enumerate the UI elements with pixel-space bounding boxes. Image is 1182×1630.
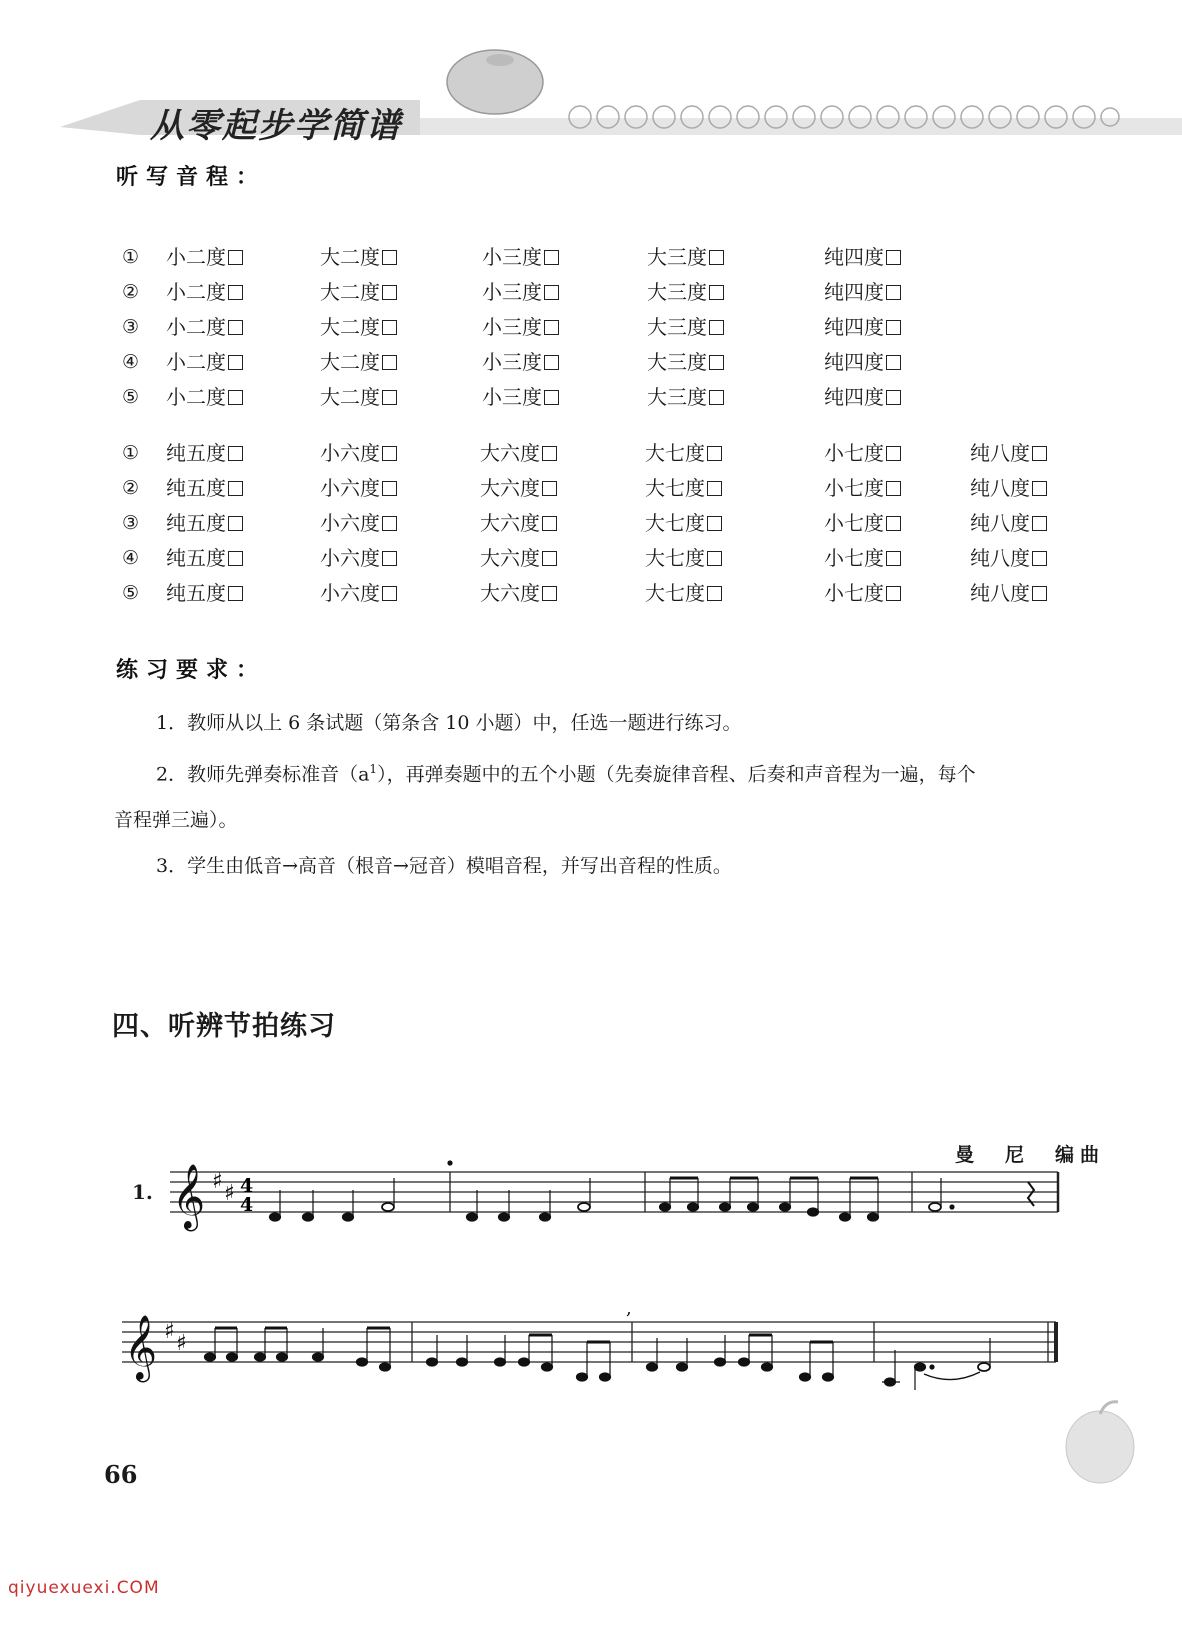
requirement-1: 1．教师从以上 6 条试题（第条含 10 小题）中，任选一题进行练习。 xyxy=(156,712,742,734)
dictation-heading: 听写音程： xyxy=(116,165,267,190)
interval-label: 大七度 xyxy=(645,581,705,605)
answer-checkbox[interactable] xyxy=(886,516,901,531)
interval-label: 小七度 xyxy=(824,441,884,465)
answer-checkbox[interactable] xyxy=(886,285,901,300)
header-banner xyxy=(0,0,1182,150)
row-number: ① xyxy=(122,246,140,268)
interval-label: 大七度 xyxy=(645,441,705,465)
answer-checkbox[interactable] xyxy=(382,355,397,370)
interval-label: 大三度 xyxy=(647,385,707,409)
interval-option xyxy=(166,440,243,466)
interval-option xyxy=(645,545,722,571)
requirements-list xyxy=(114,700,1104,889)
answer-checkbox[interactable] xyxy=(544,320,559,335)
row-number: ④ xyxy=(122,547,140,569)
site-watermark: qiyuexuexi.COM xyxy=(8,1578,160,1598)
interval-label: 纯四度 xyxy=(824,350,884,374)
interval-row xyxy=(122,314,1122,349)
interval-option xyxy=(320,475,397,501)
answer-checkbox[interactable] xyxy=(228,481,243,496)
interval-option xyxy=(824,580,901,606)
answer-checkbox[interactable] xyxy=(886,446,901,461)
time-sig-top: 4 xyxy=(240,1175,254,1197)
interval-label: 大六度 xyxy=(480,476,540,500)
answer-checkbox[interactable] xyxy=(1032,551,1047,566)
time-sig-bottom: 4 xyxy=(240,1194,254,1216)
interval-option xyxy=(645,440,722,466)
interval-label: 大六度 xyxy=(480,511,540,535)
row-number: ② xyxy=(122,281,140,303)
answer-checkbox[interactable] xyxy=(886,586,901,601)
interval-option xyxy=(166,279,243,305)
interval-option xyxy=(166,545,243,571)
interval-grid-2 xyxy=(122,440,1122,615)
answer-checkbox[interactable] xyxy=(1032,446,1047,461)
interval-label: 大七度 xyxy=(645,476,705,500)
interval-label: 纯五度 xyxy=(166,511,226,535)
interval-row xyxy=(122,545,1122,580)
interval-option xyxy=(482,244,559,270)
interval-option xyxy=(647,349,724,375)
interval-option xyxy=(647,279,724,305)
interval-option xyxy=(166,475,243,501)
answer-checkbox[interactable] xyxy=(886,320,901,335)
answer-checkbox[interactable] xyxy=(1032,481,1047,496)
interval-label: 小二度 xyxy=(166,245,226,269)
interval-option xyxy=(480,580,557,606)
interval-label: 小二度 xyxy=(166,280,226,304)
interval-option xyxy=(320,384,397,410)
answer-checkbox[interactable] xyxy=(542,516,557,531)
row-number: ⑤ xyxy=(122,582,140,604)
interval-option xyxy=(480,475,557,501)
answer-checkbox[interactable] xyxy=(382,285,397,300)
interval-option xyxy=(824,349,901,375)
interval-option xyxy=(320,440,397,466)
interval-label: 小二度 xyxy=(166,350,226,374)
answer-checkbox[interactable] xyxy=(228,320,243,335)
interval-option xyxy=(970,580,1047,606)
row-number: ② xyxy=(122,477,140,499)
interval-option xyxy=(647,244,724,270)
interval-label: 大二度 xyxy=(320,280,380,304)
interval-option xyxy=(645,510,722,536)
interval-row xyxy=(122,580,1122,615)
requirement-2-continued: 音程弹三遍）。 xyxy=(114,809,238,832)
interval-option xyxy=(645,475,722,501)
interval-option xyxy=(166,244,243,270)
answer-checkbox[interactable] xyxy=(382,551,397,566)
answer-checkbox[interactable] xyxy=(542,551,557,566)
staff-2-notes xyxy=(205,1300,991,1390)
apple-decoration-icon xyxy=(1052,1392,1142,1492)
interval-label: 纯五度 xyxy=(166,546,226,570)
interval-option xyxy=(824,510,901,536)
interval-label: 纯四度 xyxy=(824,280,884,304)
interval-option xyxy=(480,545,557,571)
answer-checkbox[interactable] xyxy=(228,285,243,300)
interval-label: 大七度 xyxy=(645,546,705,570)
row-number: ④ xyxy=(122,351,140,373)
treble-clef-icon: 𝄞 xyxy=(172,1164,206,1229)
answer-checkbox[interactable] xyxy=(886,551,901,566)
interval-label: 大三度 xyxy=(647,245,707,269)
interval-label: 大三度 xyxy=(647,350,707,374)
interval-option xyxy=(320,349,397,375)
answer-checkbox[interactable] xyxy=(228,516,243,531)
answer-checkbox[interactable] xyxy=(1032,586,1047,601)
answer-checkbox[interactable] xyxy=(542,481,557,496)
interval-option xyxy=(482,384,559,410)
interval-label: 纯八度 xyxy=(970,511,1030,535)
interval-label: 纯五度 xyxy=(166,581,226,605)
answer-checkbox[interactable] xyxy=(228,390,243,405)
interval-option xyxy=(166,314,243,340)
interval-row xyxy=(122,244,1122,279)
row-number: ③ xyxy=(122,316,140,338)
interval-label: 大二度 xyxy=(320,350,380,374)
interval-label: 小三度 xyxy=(482,385,542,409)
row-number: ① xyxy=(122,442,140,464)
interval-label: 小六度 xyxy=(320,511,380,535)
interval-label: 小二度 xyxy=(166,315,226,339)
interval-option xyxy=(166,384,243,410)
answer-checkbox[interactable] xyxy=(709,390,724,405)
music-staff-2 xyxy=(112,1300,1072,1390)
interval-label: 纯四度 xyxy=(824,315,884,339)
interval-label: 纯四度 xyxy=(824,245,884,269)
interval-option xyxy=(647,314,724,340)
interval-label: 小七度 xyxy=(824,511,884,535)
interval-label: 大二度 xyxy=(320,245,380,269)
answer-checkbox[interactable] xyxy=(544,250,559,265)
interval-label: 小三度 xyxy=(482,245,542,269)
answer-checkbox[interactable] xyxy=(382,250,397,265)
interval-option xyxy=(970,510,1047,536)
answer-checkbox[interactable] xyxy=(228,551,243,566)
page-number: 66 xyxy=(104,1460,138,1489)
interval-label: 纯四度 xyxy=(824,385,884,409)
answer-checkbox[interactable] xyxy=(382,516,397,531)
interval-option xyxy=(970,545,1047,571)
interval-label: 大二度 xyxy=(320,385,380,409)
requirements-heading: 练习要求： xyxy=(116,658,267,683)
interval-option xyxy=(824,475,901,501)
interval-label: 小七度 xyxy=(824,581,884,605)
answer-checkbox[interactable] xyxy=(544,285,559,300)
interval-option xyxy=(482,314,559,340)
answer-checkbox[interactable] xyxy=(707,481,722,496)
interval-label: 大六度 xyxy=(480,546,540,570)
interval-option xyxy=(482,349,559,375)
interval-option xyxy=(320,314,397,340)
interval-option xyxy=(480,440,557,466)
section-title: 四、听辨节拍练习 xyxy=(112,1011,336,1042)
interval-option xyxy=(320,545,397,571)
answer-checkbox[interactable] xyxy=(886,390,901,405)
interval-label: 小七度 xyxy=(824,546,884,570)
interval-label: 小二度 xyxy=(166,385,226,409)
interval-row xyxy=(122,475,1122,510)
requirement-3: 3．学生由低音→高音（根音→冠音）模唱音程，并写出音程的性质。 xyxy=(156,855,732,878)
answer-checkbox[interactable] xyxy=(228,586,243,601)
answer-checkbox[interactable] xyxy=(707,551,722,566)
interval-option xyxy=(970,440,1047,466)
answer-checkbox[interactable] xyxy=(382,446,397,461)
interval-option xyxy=(166,349,243,375)
interval-option xyxy=(320,279,397,305)
answer-checkbox[interactable] xyxy=(707,446,722,461)
requirement-2: 2．教师先弹奏标准音$(a^1)$，再弹奏题中的五个小题（先奏旋律音程、后奏和声音程为一遍，每个 xyxy=(156,762,976,786)
answer-checkbox[interactable] xyxy=(542,586,557,601)
composer-credit: 曼 尼 编曲 xyxy=(955,1144,1106,1166)
interval-option xyxy=(824,314,901,340)
interval-label: 纯八度 xyxy=(970,476,1030,500)
interval-option xyxy=(320,510,397,536)
interval-label: 纯八度 xyxy=(970,441,1030,465)
book-title: 从零起步学简谱 xyxy=(150,106,402,146)
answer-checkbox[interactable] xyxy=(709,250,724,265)
interval-option xyxy=(824,279,901,305)
answer-checkbox[interactable] xyxy=(228,355,243,370)
answer-checkbox[interactable] xyxy=(886,481,901,496)
answer-checkbox[interactable] xyxy=(544,390,559,405)
answer-checkbox[interactable] xyxy=(709,355,724,370)
interval-option xyxy=(824,440,901,466)
sharp-f-icon: ♯ xyxy=(164,1319,175,1344)
answer-checkbox[interactable] xyxy=(542,446,557,461)
interval-option xyxy=(320,580,397,606)
sharp-c-icon: ♯ xyxy=(224,1181,235,1206)
answer-checkbox[interactable] xyxy=(382,481,397,496)
answer-checkbox[interactable] xyxy=(382,390,397,405)
interval-label: 纯五度 xyxy=(166,441,226,465)
treble-clef-icon: 𝄞 xyxy=(124,1315,158,1380)
interval-label: 大三度 xyxy=(647,315,707,339)
interval-grid-1 xyxy=(122,244,1122,419)
answer-checkbox[interactable] xyxy=(382,586,397,601)
interval-option xyxy=(166,580,243,606)
interval-label: 大二度 xyxy=(320,315,380,339)
sharp-f-icon: ♯ xyxy=(212,1169,223,1194)
interval-option xyxy=(647,384,724,410)
interval-label: 纯八度 xyxy=(970,546,1030,570)
row-number: ⑤ xyxy=(122,386,140,408)
interval-option xyxy=(166,510,243,536)
interval-option xyxy=(824,545,901,571)
interval-label: 小六度 xyxy=(320,546,380,570)
interval-label: 小三度 xyxy=(482,280,542,304)
answer-checkbox[interactable] xyxy=(382,320,397,335)
interval-label: 小三度 xyxy=(482,350,542,374)
answer-checkbox[interactable] xyxy=(1032,516,1047,531)
interval-row xyxy=(122,440,1122,475)
sharp-c-icon: ♯ xyxy=(176,1331,187,1356)
interval-row xyxy=(122,349,1122,384)
interval-row xyxy=(122,279,1122,314)
interval-option xyxy=(320,244,397,270)
exercise-number: 1. xyxy=(132,1180,153,1204)
interval-label: 大六度 xyxy=(480,581,540,605)
interval-option xyxy=(824,244,901,270)
answer-checkbox[interactable] xyxy=(707,586,722,601)
music-staff-1 xyxy=(160,1160,1070,1240)
answer-checkbox[interactable] xyxy=(886,355,901,370)
answer-checkbox[interactable] xyxy=(709,285,724,300)
interval-label: 小七度 xyxy=(824,476,884,500)
interval-row xyxy=(122,510,1122,545)
answer-checkbox[interactable] xyxy=(228,446,243,461)
interval-label: 大三度 xyxy=(647,280,707,304)
interval-row xyxy=(122,384,1122,419)
svg-text:,: , xyxy=(626,1300,632,1319)
interval-option xyxy=(480,510,557,536)
interval-option xyxy=(824,384,901,410)
interval-label: 大六度 xyxy=(480,441,540,465)
interval-label: 大七度 xyxy=(645,511,705,535)
interval-label: 纯八度 xyxy=(970,581,1030,605)
interval-label: 纯五度 xyxy=(166,476,226,500)
answer-checkbox[interactable] xyxy=(886,250,901,265)
answer-checkbox[interactable] xyxy=(707,516,722,531)
interval-label: 小六度 xyxy=(320,476,380,500)
interval-label: 小六度 xyxy=(320,441,380,465)
interval-option xyxy=(482,279,559,305)
answer-checkbox[interactable] xyxy=(228,250,243,265)
interval-option xyxy=(645,580,722,606)
answer-checkbox[interactable] xyxy=(709,320,724,335)
interval-option xyxy=(970,475,1047,501)
row-number: ③ xyxy=(122,512,140,534)
interval-label: 小六度 xyxy=(320,581,380,605)
answer-checkbox[interactable] xyxy=(544,355,559,370)
interval-label: 小三度 xyxy=(482,315,542,339)
